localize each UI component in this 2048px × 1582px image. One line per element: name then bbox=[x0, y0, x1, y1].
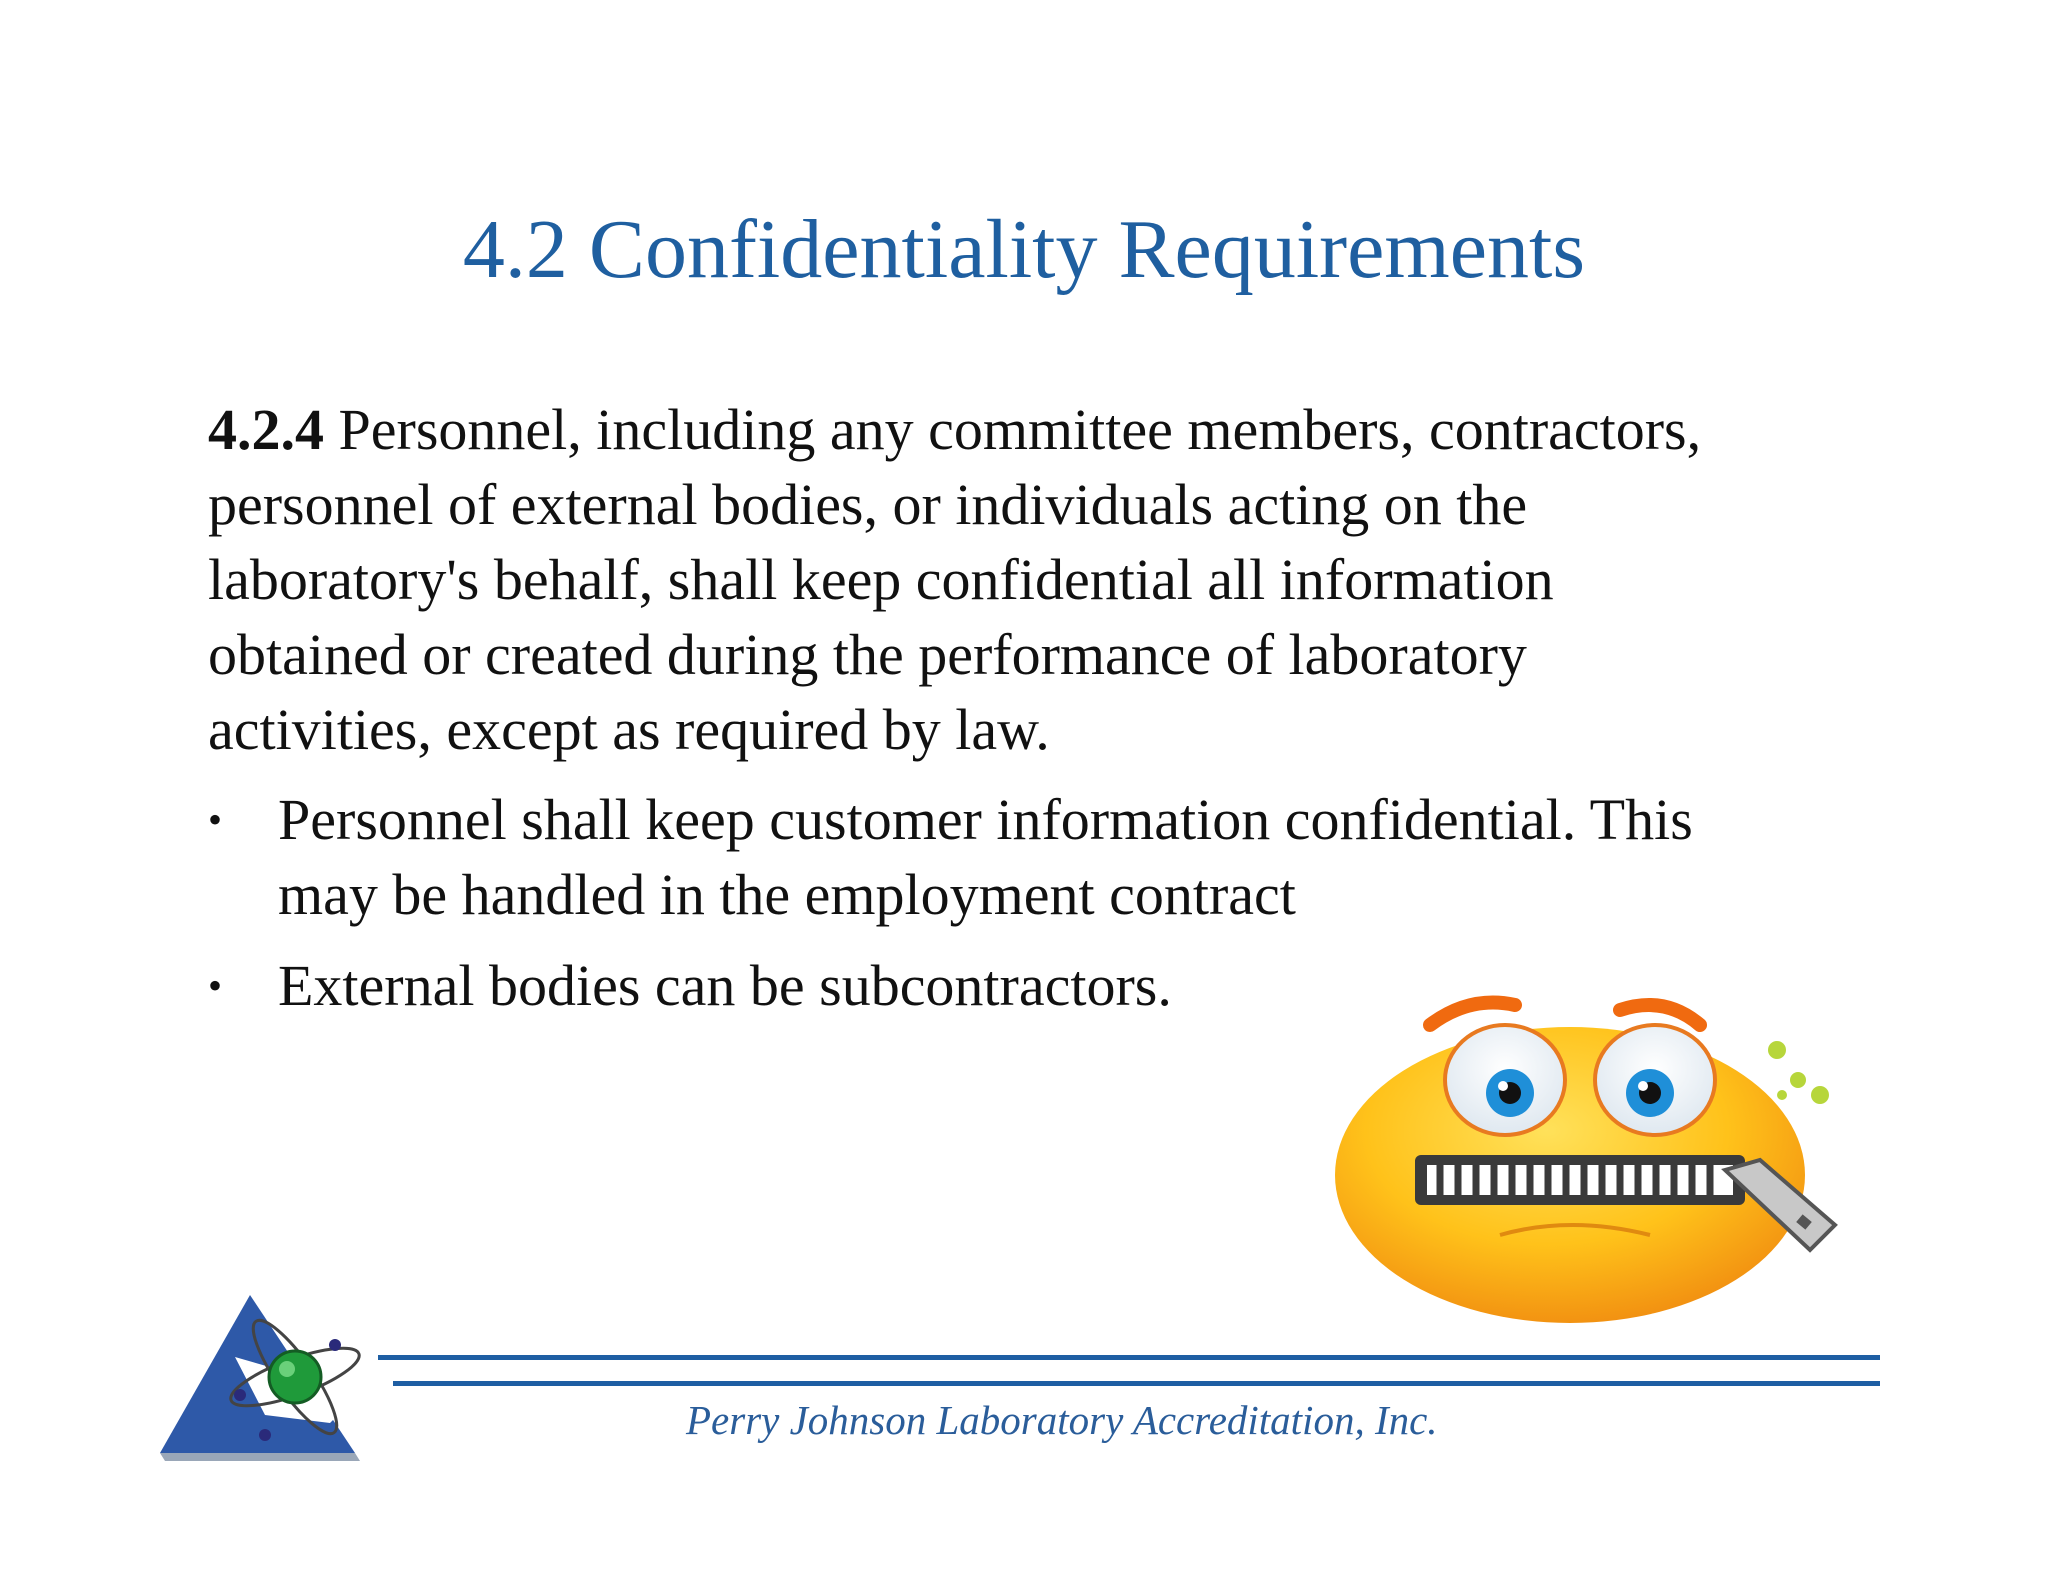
footer-rule-bottom bbox=[393, 1381, 1880, 1386]
bullet-line: may be handled in the employment contract bbox=[278, 862, 1296, 927]
clause-line: obtained or created during the performance of laboratory bbox=[208, 622, 1527, 687]
footer-rule-top bbox=[378, 1355, 1880, 1360]
bullet-item bbox=[208, 782, 1848, 932]
clause-text: Personnel, including any committee members, contractors, bbox=[324, 397, 1702, 462]
clause-paragraph bbox=[208, 392, 1848, 767]
zipped-mouth-smiley-icon bbox=[1320, 985, 1840, 1325]
bullet-line: External bodies can be subcontractors. bbox=[278, 953, 1172, 1018]
clause-line: personnel of external bodies, or individuals acting on the bbox=[208, 472, 1528, 537]
atom-triangle-logo-icon bbox=[155, 1295, 370, 1475]
clause-number: 4.2.4 bbox=[208, 397, 324, 462]
bullet-marker: • bbox=[208, 963, 223, 1008]
bullet-line: Personnel shall keep customer information confidential. This bbox=[278, 787, 1693, 852]
company-name: Perry Johnson Laboratory Accreditation, Inc. bbox=[686, 1397, 1438, 1443]
clause-line: activities, except as required by law. bbox=[208, 697, 1050, 762]
clause-line bbox=[208, 392, 1848, 467]
bullet-marker: • bbox=[208, 797, 223, 842]
slide-title: 4.2 Confidentiality Requirements bbox=[462, 203, 1586, 296]
clause-line: laboratory's behalf, shall keep confidential all information bbox=[208, 547, 1554, 612]
